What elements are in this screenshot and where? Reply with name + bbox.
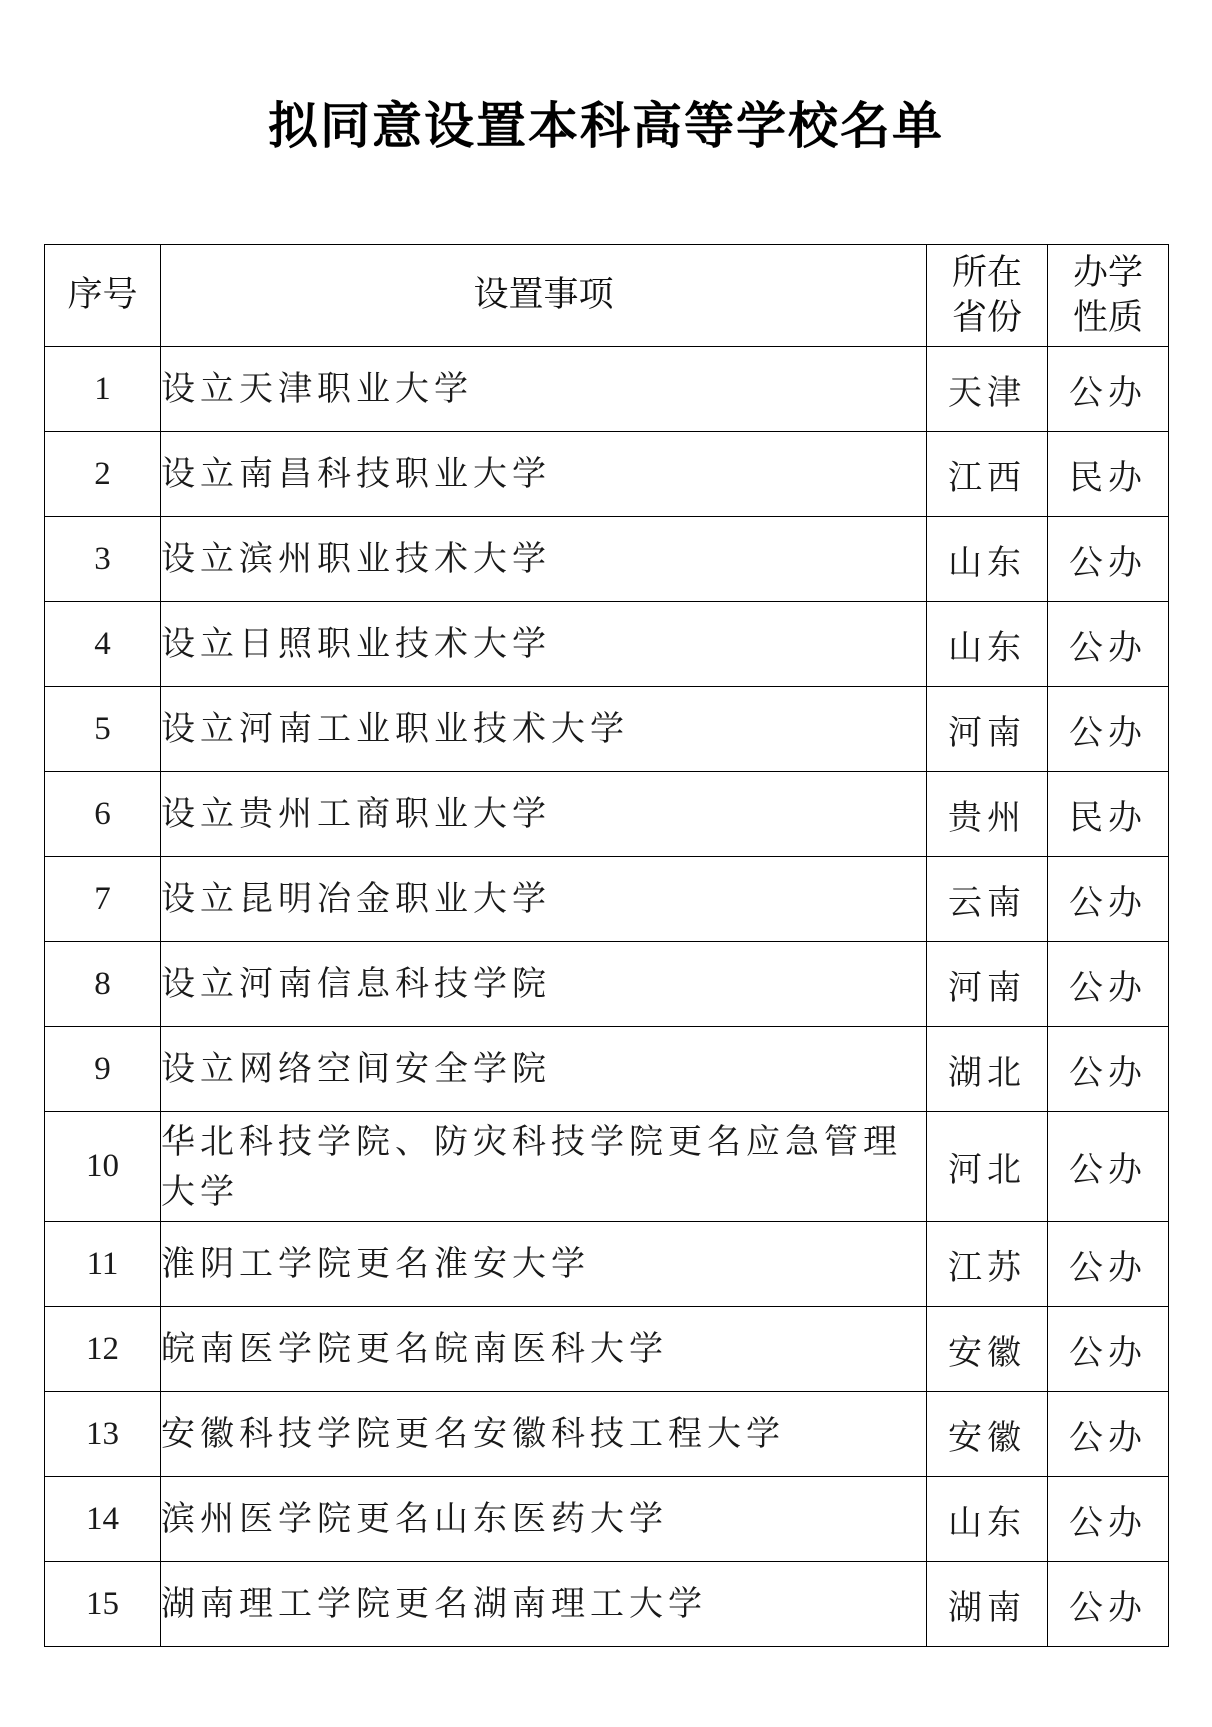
row-serial-number: 8 (45, 942, 161, 1027)
row-setup-item: 设立网络空间安全学院 (161, 1027, 927, 1112)
table-row (45, 347, 1169, 432)
row-province: 河南 (927, 942, 1048, 1027)
row-setup-item: 安徽科技学院更名安徽科技工程大学 (161, 1392, 927, 1477)
header-setup-item: 设置事项 (161, 245, 927, 347)
row-nature: 民办 (1048, 772, 1169, 857)
row-setup-item: 华北科技学院、防灾科技学院更名应急管理大学 (161, 1112, 927, 1222)
row-setup-item: 设立河南信息科技学院 (161, 942, 927, 1027)
row-nature: 公办 (1048, 347, 1169, 432)
row-setup-item: 设立贵州工商职业大学 (161, 772, 927, 857)
row-nature: 公办 (1048, 1027, 1169, 1112)
row-serial-number: 15 (45, 1562, 161, 1647)
header-serial-number: 序号 (45, 245, 161, 347)
row-nature: 公办 (1048, 602, 1169, 687)
header-nature: 办学性质 (1048, 245, 1169, 347)
row-nature: 公办 (1048, 1392, 1169, 1477)
row-nature: 公办 (1048, 1222, 1169, 1307)
row-serial-number: 12 (45, 1307, 161, 1392)
row-setup-item: 设立天津职业大学 (161, 347, 927, 432)
schools-table (44, 244, 1169, 1647)
row-setup-item: 设立南昌科技职业大学 (161, 432, 927, 517)
row-province: 安徽 (927, 1307, 1048, 1392)
document-title: 拟同意设置本科高等学校名单 (268, 97, 944, 155)
row-province: 湖北 (927, 1027, 1048, 1112)
row-serial-number: 1 (45, 347, 161, 432)
row-province: 江西 (927, 432, 1048, 517)
row-nature: 公办 (1048, 687, 1169, 772)
row-serial-number: 4 (45, 602, 161, 687)
row-province: 山东 (927, 1477, 1048, 1562)
row-province: 山东 (927, 517, 1048, 602)
table-row (45, 942, 1169, 1027)
row-setup-item: 皖南医学院更名皖南医科大学 (161, 1307, 927, 1392)
table-row (45, 432, 1169, 517)
row-nature: 公办 (1048, 1477, 1169, 1562)
row-nature: 公办 (1048, 1562, 1169, 1647)
table-row (45, 1222, 1169, 1307)
row-serial-number: 2 (45, 432, 161, 517)
table-row (45, 1392, 1169, 1477)
row-setup-item: 设立滨州职业技术大学 (161, 517, 927, 602)
row-setup-item: 设立日照职业技术大学 (161, 602, 927, 687)
row-province: 云南 (927, 857, 1048, 942)
row-serial-number: 9 (45, 1027, 161, 1112)
row-nature: 公办 (1048, 942, 1169, 1027)
row-serial-number: 5 (45, 687, 161, 772)
row-nature: 公办 (1048, 1307, 1169, 1392)
row-serial-number: 13 (45, 1392, 161, 1477)
header-province: 所在省份 (927, 245, 1048, 347)
row-setup-item: 淮阴工学院更名淮安大学 (161, 1222, 927, 1307)
table-header-row (45, 245, 1169, 347)
table-row (45, 1307, 1169, 1392)
table-row (45, 857, 1169, 942)
row-setup-item: 滨州医学院更名山东医药大学 (161, 1477, 927, 1562)
row-nature: 公办 (1048, 517, 1169, 602)
row-serial-number: 14 (45, 1477, 161, 1562)
row-serial-number: 11 (45, 1222, 161, 1307)
row-province: 安徽 (927, 1392, 1048, 1477)
row-serial-number: 10 (45, 1112, 161, 1222)
row-setup-item: 湖南理工学院更名湖南理工大学 (161, 1562, 927, 1647)
row-setup-item: 设立河南工业职业技术大学 (161, 687, 927, 772)
row-serial-number: 7 (45, 857, 161, 942)
row-province: 山东 (927, 602, 1048, 687)
table-row (45, 517, 1169, 602)
row-serial-number: 3 (45, 517, 161, 602)
row-serial-number: 6 (45, 772, 161, 857)
row-setup-item: 设立昆明冶金职业大学 (161, 857, 927, 942)
table-row (45, 687, 1169, 772)
row-province: 天津 (927, 347, 1048, 432)
row-province: 湖南 (927, 1562, 1048, 1647)
row-province: 江苏 (927, 1222, 1048, 1307)
row-nature: 民办 (1048, 432, 1169, 517)
table-row (45, 1027, 1169, 1112)
table-row (45, 1477, 1169, 1562)
row-province: 河南 (927, 687, 1048, 772)
row-province: 贵州 (927, 772, 1048, 857)
row-province: 河北 (927, 1112, 1048, 1222)
row-nature: 公办 (1048, 857, 1169, 942)
table-row (45, 602, 1169, 687)
table-row (45, 1112, 1169, 1222)
table-row (45, 1562, 1169, 1647)
table-row (45, 772, 1169, 857)
row-nature: 公办 (1048, 1112, 1169, 1222)
